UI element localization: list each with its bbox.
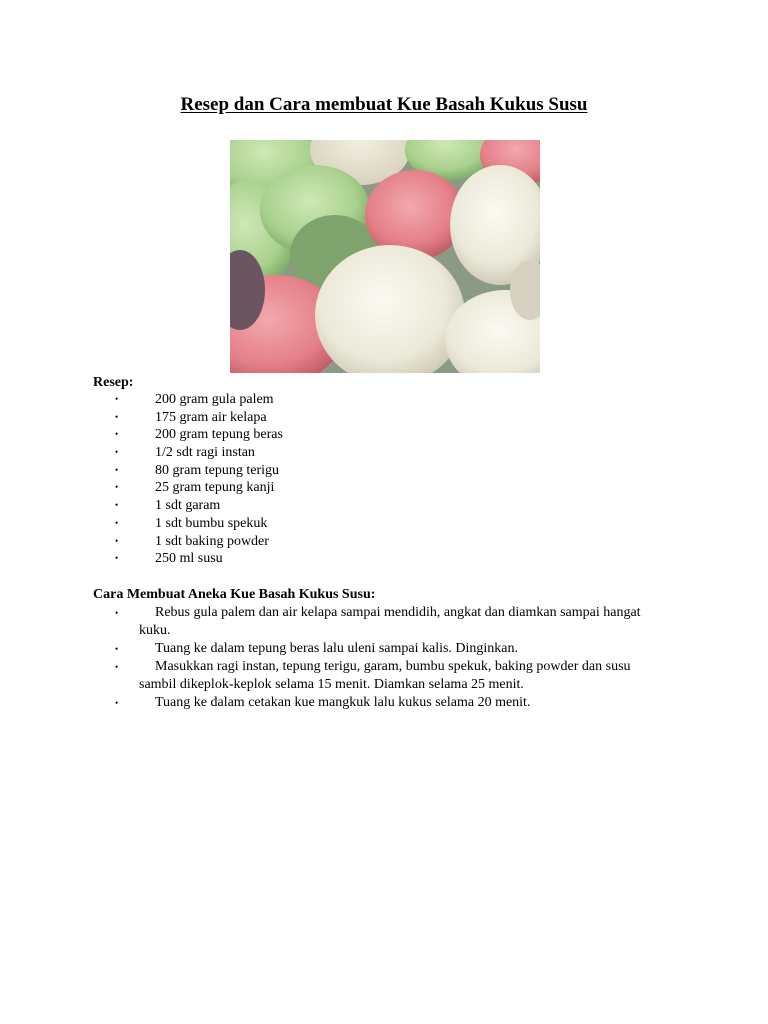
ingredient-text: 200 gram tepung beras — [155, 427, 283, 443]
list-item — [0, 550, 283, 568]
recipe-heading: Resep: — [93, 375, 134, 390]
bullet-icon: • — [115, 394, 119, 404]
ingredient-text: 1 sdt bumbu spekuk — [155, 515, 268, 531]
bullet-icon: • — [115, 698, 119, 708]
bullet-icon: • — [115, 447, 119, 458]
step-text: Tuang ke dalam cetakan kue mangkuk lalu kukus selama 20 menit. — [155, 695, 531, 710]
bullet-icon: • — [115, 482, 119, 493]
method-steps-list — [0, 604, 680, 712]
list-item — [0, 533, 283, 551]
bullet-icon: • — [115, 500, 119, 511]
bullet-icon: • — [115, 464, 119, 475]
page-title: Resep dan Cara membuat Kue Basah Kukus Susu — [180, 94, 588, 115]
ingredient-text: 25 gram tepung kanji — [155, 480, 275, 496]
list-item — [0, 391, 283, 409]
list-item — [0, 462, 283, 480]
bullet-icon: • — [115, 517, 119, 528]
list-item — [0, 426, 283, 444]
list-item — [0, 409, 283, 427]
step-text: Rebus gula palem dan air kelapa sampai mendidih, angkat dan diamkan sampai hangat kuku. — [139, 605, 641, 638]
ingredient-list — [0, 391, 283, 568]
list-item — [0, 479, 283, 497]
list-item — [0, 658, 659, 694]
list-item — [0, 694, 659, 712]
ingredient-text: 200 gram gula palem — [155, 392, 274, 407]
ingredient-text: 80 gram tepung terigu — [155, 462, 280, 478]
ingredient-text: 250 ml susu — [155, 551, 223, 567]
list-item — [0, 604, 659, 640]
bullet-icon: • — [115, 608, 119, 618]
bullet-icon: • — [115, 411, 119, 422]
method-heading: Cara Membuat Aneka Kue Basah Kukus Susu: — [93, 587, 376, 602]
list-item — [0, 515, 283, 533]
step-text: Tuang ke dalam tepung beras lalu uleni sampai kalis. Dinginkan. — [155, 641, 519, 656]
list-item — [0, 497, 283, 515]
ingredient-text: 175 gram air kelapa — [155, 409, 267, 425]
ingredient-text: 1 sdt garam — [155, 498, 221, 514]
ingredient-text: 1 sdt baking powder — [155, 533, 269, 549]
bullet-icon: • — [115, 535, 119, 546]
step-text: Masukkan ragi instan, tepung terigu, garam, bumbu spekuk, baking powder dan susu sambil dikeplok-keplok selama 15 menit. Diamkan selama 25 menit. — [139, 659, 631, 692]
bullet-icon: • — [115, 429, 119, 440]
cake-photo-illustration — [230, 140, 540, 373]
list-item — [0, 640, 659, 658]
bullet-icon: • — [115, 662, 119, 672]
bullet-icon: • — [115, 553, 119, 564]
list-item — [0, 444, 283, 462]
bullet-icon: • — [115, 644, 119, 654]
ingredient-text: 1/2 sdt ragi instan — [155, 445, 255, 461]
steamed-milk-cake-photo — [230, 140, 540, 373]
